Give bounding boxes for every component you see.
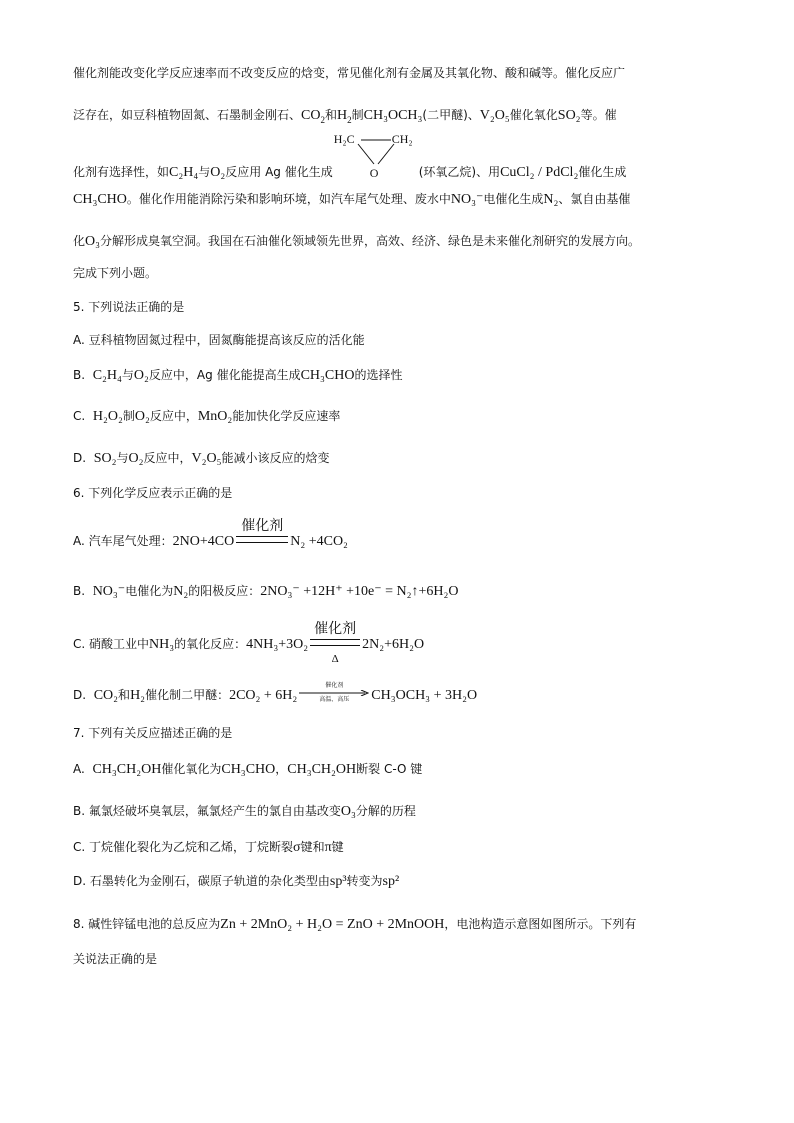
q5-stem — [73, 296, 184, 318]
option-text: 断裂 C-O 键 — [356, 762, 423, 776]
sigma-symbol: σ — [293, 840, 301, 855]
anode-equation: 2NO₃⁻ +12H⁺ +10e⁻ = N₂↑+6H₂O — [260, 584, 459, 599]
option-text: 反应中， — [149, 409, 198, 423]
ring-h2c-label: H₂C — [333, 132, 355, 146]
double-line — [236, 536, 288, 543]
option-letter: B. — [73, 584, 86, 598]
question-stem: 5. 下列说法正确的是 — [73, 300, 185, 314]
heat-symbol: Δ — [331, 653, 339, 665]
q7-option-c[interactable] — [73, 836, 344, 859]
formula-n2: N₂ — [543, 192, 559, 207]
q6-option-b[interactable] — [73, 580, 459, 603]
hybridization-sp2: sp² — [382, 874, 400, 889]
option-letter: D. — [73, 688, 87, 702]
battery-total-reaction: Zn + 2MnO₂ + H₂O = ZnO + 2MnOOH — [220, 917, 445, 932]
intro-line-4 — [73, 188, 630, 211]
question-stem: 8. 碱性锌锰电池的总反应为 — [73, 917, 221, 931]
formula-ch3cho: CH₃CHO — [300, 368, 355, 383]
intro-text: (二甲醚)、 — [422, 108, 480, 122]
option-text: D. 石墨转化为金刚石，碳原子轨道的杂化类型由 — [73, 874, 330, 888]
formula-no3: NO₃⁻ — [92, 584, 126, 599]
formula-c2h4: C₂H₄ — [92, 368, 122, 383]
intro-line-1 — [73, 62, 625, 84]
q6-option-c[interactable] — [73, 621, 425, 665]
intro-text: 、氯自由基催 — [558, 192, 631, 206]
intro-text: 与 — [198, 165, 211, 179]
formula-text: H — [336, 108, 348, 123]
intro-text: 催化剂能改变化学反应速率而不改变反应的焓变，常见催化剂有金属及其氧化物、酸和碱等。催化反应广 — [73, 66, 626, 80]
equation-products: 2N₂+6H₂O — [362, 637, 425, 652]
q6-option-d[interactable] — [73, 681, 478, 707]
intro-text: 等。催 — [580, 108, 617, 122]
formula-ethanol: CH₃CH₂OH — [92, 762, 162, 777]
question-stem: ，电池构造示意图如图所示。下列有 — [444, 917, 637, 931]
q7-option-a[interactable] — [73, 758, 422, 781]
catalyst-label: 催化剂 — [325, 681, 344, 689]
option-letter: C. — [73, 409, 86, 423]
q8-line-1 — [73, 913, 636, 936]
formula-o3: O₃ — [340, 804, 356, 819]
formula-ethanol: CH₃CH₂OH — [287, 762, 357, 777]
option-text: 键 — [331, 840, 344, 854]
question-stem: 关说法正确的是 — [73, 952, 158, 966]
equation-products: CH₃OCH₃ + 3H₂O — [371, 688, 478, 703]
q7-option-b[interactable] — [73, 800, 416, 823]
option-text: 转变为 — [346, 874, 383, 888]
intro-line-2 — [73, 104, 617, 127]
formula-text: CO — [301, 108, 321, 123]
option-text: ， — [275, 762, 288, 776]
q7-option-d[interactable] — [73, 870, 399, 893]
formula-mno2: MnO₂ — [197, 409, 233, 424]
formula-o2: O₂ — [128, 451, 144, 466]
option-text: 的氧化反应： — [174, 637, 247, 651]
formula-o2: O₂ — [210, 165, 226, 180]
ethylene-oxide-structure — [333, 132, 416, 184]
option-letter: A. — [73, 762, 85, 776]
option-text: 电催化为 — [125, 584, 174, 598]
option-text: 和 — [118, 688, 131, 702]
intro-text: (环氧乙烷)、用 — [418, 165, 501, 179]
equation-reactants: 4NH₃+3O₂ — [246, 637, 309, 652]
formula-h2: H₂ — [130, 688, 146, 703]
pi-symbol: π — [324, 840, 332, 855]
equation-reactants: 2CO₂ + 6H₂ — [229, 688, 298, 703]
intro-text: 电催化生成 — [483, 192, 544, 206]
option-text: 制 — [122, 409, 135, 423]
question-stem: 6. 下列化学反应表示正确的是 — [73, 486, 233, 500]
formula-co2: $CO_2$ — [301, 108, 325, 125]
q7-stem — [73, 722, 232, 744]
formula-o2: O₂ — [134, 409, 150, 424]
option-text: 分解的历程 — [355, 804, 416, 818]
option-text: 与 — [121, 368, 134, 382]
intro-text: 催化生成 — [578, 165, 627, 179]
formula-v2o5: V₂O₅ — [191, 451, 222, 466]
question-stem: 7. 下列有关反应描述正确的是 — [73, 726, 233, 740]
q5-option-c[interactable] — [73, 405, 340, 428]
formula-nh3: NH₃ — [149, 637, 175, 652]
option-text: 催化制二甲醚： — [145, 688, 230, 702]
q5-option-b[interactable] — [73, 364, 402, 387]
intro-line-5 — [73, 230, 640, 253]
option-text: 的选择性 — [354, 368, 403, 382]
formula-so2: SO₂ — [93, 451, 117, 466]
formula-c2h4: C₂H₄ — [169, 165, 199, 180]
reaction-arrow — [299, 682, 369, 704]
option-text: 催化氧化为 — [161, 762, 222, 776]
q6-option-a[interactable] — [73, 518, 348, 553]
condition-label: 高温、高压 — [319, 695, 350, 703]
option-text: 与 — [116, 451, 129, 465]
formula-ch3cho: CH₃CHO — [221, 762, 276, 777]
option-letter: B. — [73, 368, 86, 382]
q8-line-2 — [73, 948, 157, 970]
option-text: 反应中， — [143, 451, 192, 465]
formula-o2: O₂ — [133, 368, 149, 383]
intro-text: 和 — [324, 108, 337, 122]
intro-text: 完成下列小题。 — [73, 266, 158, 280]
ring-oxygen-label: O — [369, 166, 379, 180]
q5-option-a[interactable] — [73, 329, 365, 351]
double-line — [310, 639, 360, 646]
formula-co2: CO₂ — [93, 688, 119, 703]
formula-cucl2-pdcl2: CuCl₂ / PdCl₂ — [500, 165, 579, 180]
intro-text: 化 — [73, 234, 86, 248]
intro-text: 。催化作用能消除污染和影响环境，如汽车尾气处理、废水中 — [126, 192, 451, 206]
option-text: A. 豆科植物固氮过程中，固氮酶能提高该反应的活化能 — [73, 333, 365, 347]
formula-ch3och3: CH₃OCH₃ — [363, 108, 423, 123]
intro-text: 泛存在，如豆科植物固氮、石墨制金刚石、 — [73, 108, 302, 122]
formula-no3: NO₃⁻ — [450, 192, 484, 207]
formula-n2: N₂ — [173, 584, 189, 599]
hybridization-sp3: sp³ — [329, 874, 347, 889]
ring-ch2-label: CH₂ — [391, 132, 413, 146]
intro-line-3 — [73, 132, 627, 184]
intro-text: 反应用 Ag 催化生成 — [225, 165, 333, 179]
formula-so2: SO₂ — [557, 108, 581, 123]
catalyst-equals-sign — [310, 621, 360, 665]
option-text: 反应中，Ag 催化能提高生成 — [148, 368, 301, 382]
intro-text: 制 — [351, 108, 364, 122]
intro-text: 分解形成臭氧空洞。我国在石油催化领域领先世界，高效、经济、绿色是未来催化剂研究的发展方向。 — [100, 234, 641, 248]
formula-v2o5: V₂O₅ — [479, 108, 510, 123]
q6-stem — [73, 482, 232, 504]
option-text: C. 硝酸工业中 — [73, 637, 150, 651]
q5-option-d[interactable] — [73, 447, 330, 470]
formula-ch3cho: CH₃CHO — [73, 192, 127, 207]
formula-o3: O₃ — [85, 234, 101, 249]
equation-products: N₂ +4CO₂ — [290, 534, 348, 549]
catalyst-equals-sign — [236, 518, 288, 543]
formula-h2o2: H₂O₂ — [92, 409, 123, 424]
option-text: 能加快化学反应速率 — [232, 409, 341, 423]
option-text: 能减小该反应的焓变 — [221, 451, 330, 465]
equation-reactants: 2NO+4CO — [172, 534, 235, 549]
option-text: C. 丁烷催化裂化为乙烷和乙烯，丁烷断裂 — [73, 840, 294, 854]
option-text: 键和 — [300, 840, 325, 854]
formula-h2: $H_2$ — [336, 108, 352, 125]
option-letter: D. — [73, 451, 87, 465]
intro-line-6 — [73, 262, 157, 284]
catalyst-label: 催化剂 — [241, 518, 284, 534]
option-text: A. 汽车尾气处理： — [73, 534, 173, 548]
intro-text: 催化氧化 — [509, 108, 558, 122]
intro-text: 化剂有选择性，如 — [73, 165, 170, 179]
option-text: B. 氟氯烃破坏臭氧层，氟氯烃产生的氯自由基改变 — [73, 804, 341, 818]
option-text: 的阳极反应： — [188, 584, 261, 598]
catalyst-label: 催化剂 — [314, 621, 357, 637]
